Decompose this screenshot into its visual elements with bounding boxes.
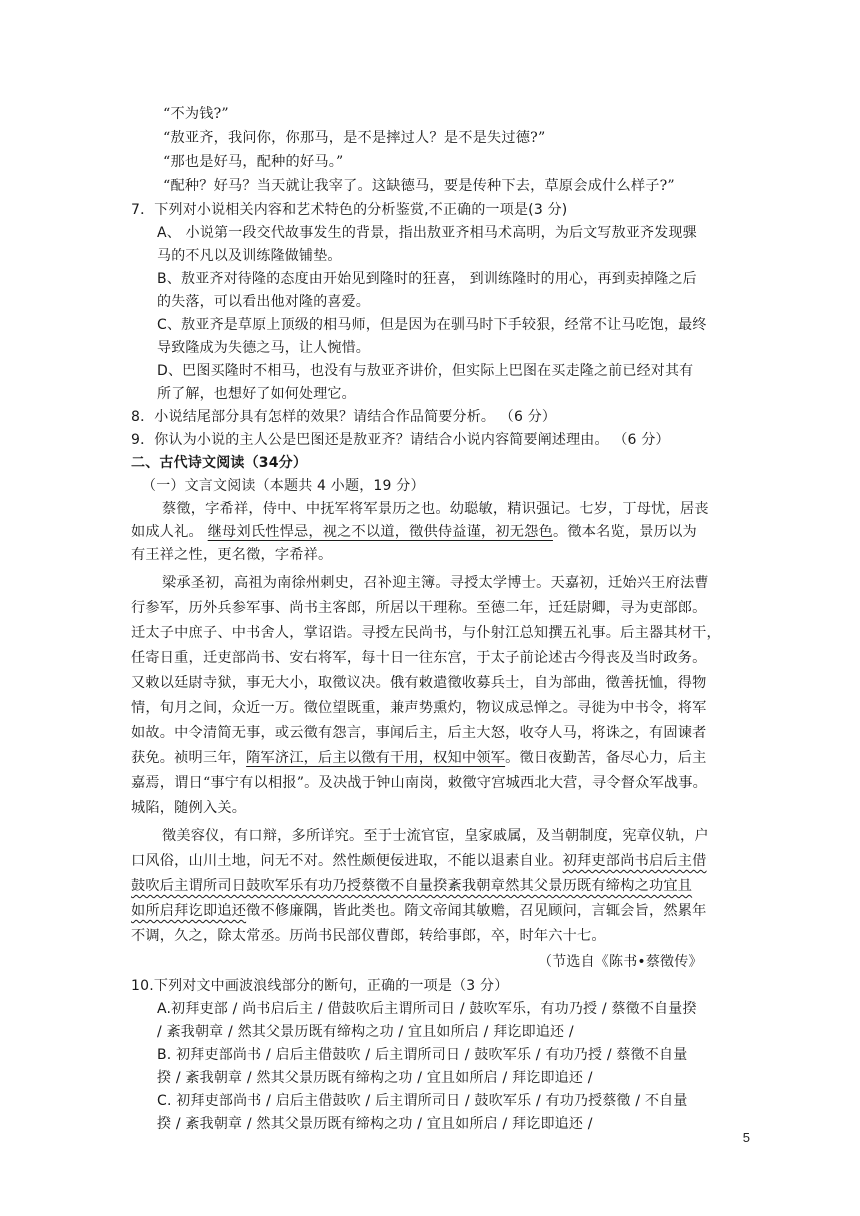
q10-option-b-line1: B. 初拜吏部尚书 / 启后主借鼓吹 / 后主谓所司日 / 鼓吹军乐 / 有功乃授 / 蔡徵不自量: [157, 1047, 688, 1063]
q7-option-a-line2: 马的不凡以及训练隆做铺垫。: [157, 248, 342, 264]
passage-line: 又敕以廷尉寺狱，事无大小，取徵议决。俄有敕遣徵收募兵士，自为部曲，徵善抚恤，得物: [131, 675, 707, 691]
q10-option-a-line2: / 紊我朝章 / 然其父景历既有缔构之功 / 宜且如所启 / 拜讫即追还 /: [157, 1024, 574, 1040]
question-7-stem: 7．下列对小说相关内容和艺术特色的分析鉴赏,不正确的一项是(3 分): [131, 202, 568, 218]
q10-option-c-line1: C. 初拜吏部尚书 / 启后主借鼓吹 / 后主谓所司日 / 鼓吹军乐 / 有功乃授蔡徵 / 不自量: [157, 1093, 688, 1109]
wavy-underlined-text: 如所启拜讫即追还: [131, 903, 247, 919]
passage-text: 口风俗，山川土地，问无不对。然性颇便佞进取，不能以退素自业。: [131, 853, 563, 869]
passage-line: 蔡徵，字希祥，侍中、中抚军将军景历之也。幼聪敏，精识强记。七岁，丁母忧，居丧: [162, 501, 709, 517]
wavy-underlined-text: 鼓吹后主谓所司日鼓吹军乐有功乃授蔡徵不自量揆紊我朝章然其父景历既有缔构之功宜且: [131, 878, 693, 894]
page-number: 5: [742, 1130, 750, 1145]
q7-option-c-line1: C、敖亚齐是草原上顶级的相马师，但是因为在驯马时下手较狠，经常不让马吃饱，最终: [157, 317, 707, 333]
passage-text: 。徵日夜勤苦，备尽心力，后主: [505, 750, 707, 766]
wavy-underlined-text: 初拜吏部尚书启后主借: [562, 853, 707, 869]
dialogue-line-3: “那也是好马，配种的好马。”: [163, 154, 344, 170]
underlined-sentence-2: 隋军济江，后主以徵有干用，权知中领军: [246, 750, 506, 766]
q7-option-c-line2: 导致隆成为失德之马，让人惋惜。: [157, 340, 370, 356]
passage-text: 徵不修廉隅，皆此类也。隋文帝闻其敏赡，召见顾问，言辄会旨，然累年: [246, 903, 707, 919]
passage-line: 迁太子中庶子、中书舍人，掌诏诰。寻授左民尚书，与仆射江总知撰五礼事。后主器其材干，: [131, 625, 721, 641]
passage-text: 。徵本名览，景历以为: [552, 524, 697, 540]
q7-option-b-line2: 的失落，可以看出他对隆的喜爱。: [157, 294, 370, 310]
passage-source: （节选自《陈书•蔡徵传》: [538, 954, 703, 970]
passage-line: 梁承圣初，高祖为南徐州刺史，召补迎主簿。寻授太学博士。天嘉初，迁始兴王府法曹: [162, 575, 709, 591]
passage-line: 有王祥之性，更名徵，字希祥。: [131, 547, 333, 563]
dialogue-line-1: “不为钱?”: [163, 106, 229, 122]
passage-line: 任寄日重，迁吏部尚书、安右将军，每十日一往东宫，于太子前论述古今得丧及当时政务。: [131, 650, 707, 666]
passage-text: 如成人礼。: [131, 524, 208, 540]
passage-line: 徵美容仪，有口辩，多所详究。至于士流官宦，皇家戚属，及当朝制度，宪章仪轨，户: [162, 828, 709, 844]
passage-line: 行参军，历外兵参军事、尚书主客郎，所居以干理称。至德二年，迁廷尉卿，寻为吏部郎。: [131, 600, 707, 616]
passage-line: [131, 900, 707, 922]
passage-line: 情，旬月之间，众近一万。徵位望既重，兼声势熏灼，物议成忌惮之。寻徙为中书令，将军: [131, 700, 707, 716]
subsection-heading: （一）文言文阅读（本题共 4 小题，19 分）: [142, 478, 425, 494]
dialogue-line-2: “敖亚齐，我问你，你那马，是不是摔过人？是不是失过德?”: [163, 130, 546, 146]
passage-line: 不调，久之，除太常丞。历尚书民部仪曹郎，转给事郎，卒，时年六十七。: [131, 928, 606, 944]
question-8: 8．小说结尾部分具有怎样的效果？请结合作品简要分析。 （6 分）: [131, 409, 557, 425]
q10-option-c-line2: 揆 / 紊我朝章 / 然其父景历既有缔构之功 / 宜且如所启 / 拜讫即追还 /: [157, 1116, 593, 1132]
underlined-sentence-1: 继母刘氏性悍忌，视之不以道，徵供侍益谨，初无怨色: [207, 524, 553, 540]
passage-line: 如故。中令清简无事，或云徵有怨言，事闻后主，后主大怒，收夺人马，将诛之，有固谏者: [131, 725, 707, 741]
passage-line: [131, 850, 707, 872]
dialogue-line-4: “配种？好马？当天就让我宰了。这缺德马，要是传种下去，草原会成什么样子?”: [163, 178, 675, 194]
passage-line: 城陷，随例入关。: [131, 800, 247, 816]
passage-line: [131, 521, 697, 543]
q10-option-a-line1: A.初拜吏部 / 尚书启后主 / 借鼓吹后主谓所司日 / 鼓吹军乐，有功乃授 / 蔡徵不自量揆: [157, 1001, 697, 1017]
question-9: 9．你认为小说的主人公是巴图还是敖亚齐？请结合小说内容简要阐述理由。 （6 分）: [131, 432, 670, 448]
passage-line: [131, 747, 707, 769]
section-heading: 二、古代诗文阅读（34分）: [131, 455, 308, 471]
q7-option-b-line1: B、敖亚齐对待隆的态度由开始见到隆时的狂喜， 到训练隆时的用心，再到卖掉隆之后: [157, 271, 697, 287]
passage-text: 获免。祯明三年，: [131, 750, 247, 766]
q7-option-d-line1: D、巴图买隆时不相马，也没有与敖亚齐讲价，但实际上巴图在买走隆之前已经对其有: [157, 363, 694, 379]
q10-option-b-line2: 揆 / 紊我朝章 / 然其父景历既有缔构之功 / 宜且如所启 / 拜讫即追还 /: [157, 1070, 593, 1086]
q7-option-d-line2: 所了解，也想好了如何处理它。: [157, 386, 356, 402]
question-10-stem: 10.下列对文中画波浪线部分的断句，正确的一项是（3 分）: [131, 978, 509, 994]
q7-option-a-line1: A、 小说第一段交代故事发生的背景，指出敖亚齐相马术高明，为后文写敖亚齐发现骒: [157, 225, 697, 241]
passage-line: 嘉焉，谓日“事宁有以相报”。及决战于钟山南岗，敕徵守宫城西北大营，寻令督众军战事。: [131, 775, 708, 791]
